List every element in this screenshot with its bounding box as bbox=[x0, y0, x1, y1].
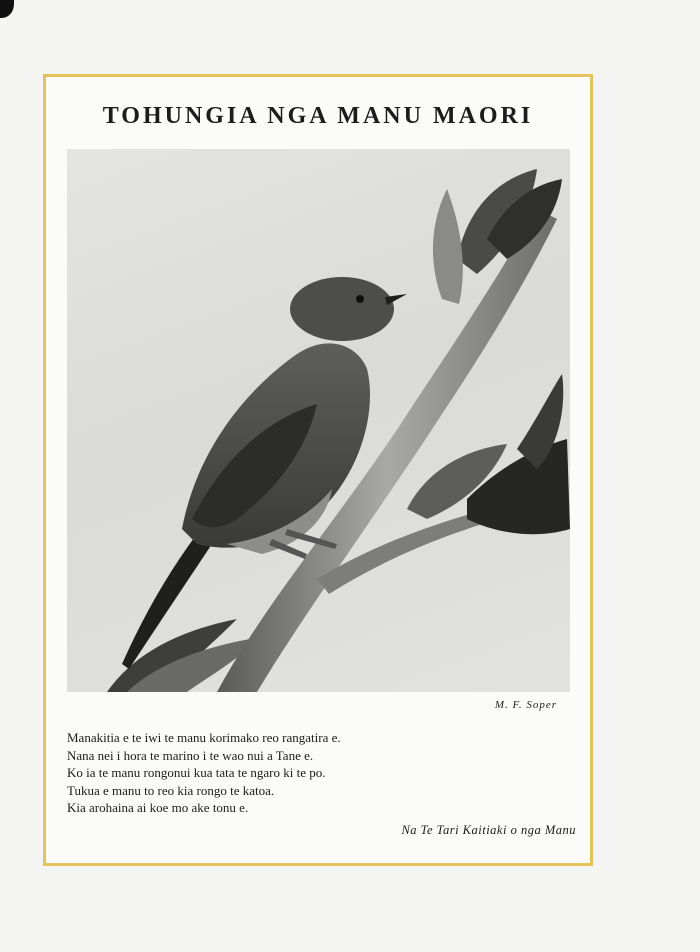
bellbird-illustration bbox=[67, 149, 570, 692]
page-title: TOHUNGIA NGA MANU MAORI bbox=[102, 103, 534, 129]
attribution: Na Te Tari Kaitiaki o nga Manu bbox=[401, 823, 576, 837]
corner-mark-icon bbox=[0, 0, 14, 18]
photo-credit: M. F. Soper bbox=[494, 699, 557, 711]
poem-line: Manakitia e te iwi te manu korimako reo rangatira e. bbox=[67, 730, 341, 745]
poem-line: Tukua e manu to reo kia rongo te katoa. bbox=[67, 782, 275, 798]
bird-photo bbox=[67, 149, 570, 692]
poem-line: Ko ia te manu rongonui kua tata te ngaro ki te po. bbox=[67, 765, 326, 780]
poem-line: Nana nei i hora te marino i te wao nui a Tane e. bbox=[67, 747, 314, 763]
page-frame bbox=[43, 74, 593, 866]
poem-line: Kia arohaina ai koe mo ake tonu e. bbox=[67, 800, 249, 815]
poem bbox=[67, 729, 537, 817]
